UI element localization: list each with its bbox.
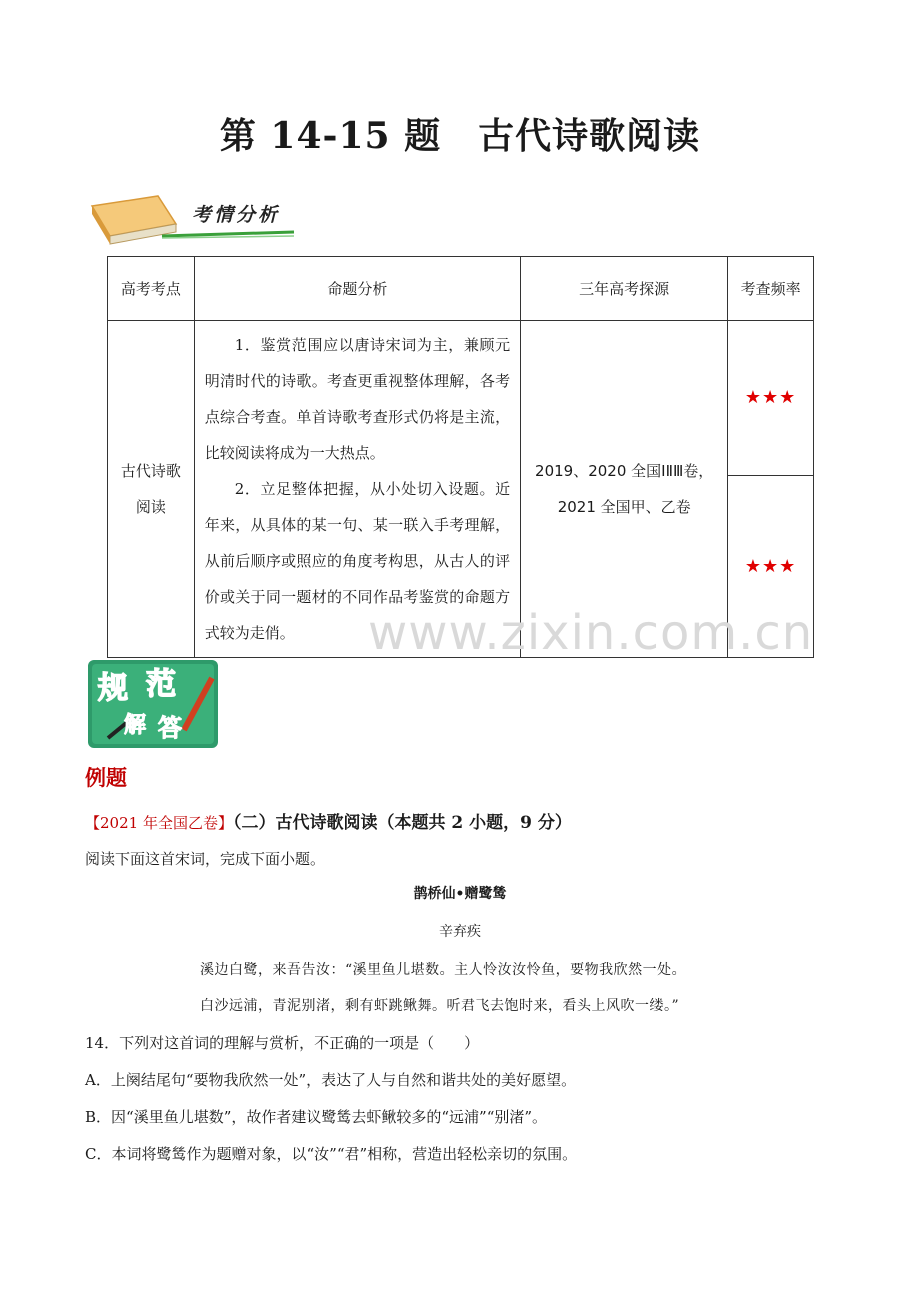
- logo-char: 规: [98, 671, 128, 706]
- topic-cell: 古代诗歌阅读: [108, 321, 195, 658]
- source-line: 2019、2020 全国ⅠⅡⅢ卷，: [535, 462, 714, 480]
- example-heading: 例题: [85, 766, 127, 790]
- poem-line: 溪边白鹭，来吾告汝：“溪里鱼儿堪数。主人怜汝汝怜鱼，要物我欣然一处。: [200, 962, 687, 978]
- poem-author: 辛弃疾: [439, 924, 481, 940]
- poem-line: 白沙远浦，青泥别渚，剩有虾跳鳅舞。听君飞去饱时来，看头上风吹一缕。”: [200, 998, 680, 1014]
- source-tag: 【2021 年全国乙卷】: [85, 814, 233, 832]
- question-header: [85, 808, 572, 833]
- poem-title: 鹊桥仙•赠鹭鸶: [413, 886, 507, 902]
- section-title: （二）古代诗歌阅读（本题共 2 小题，9 分）: [232, 813, 572, 833]
- option-a: A．上阕结尾句“要物我欣然一处”，表达了人与自然和谐共处的美好愿望。: [85, 1071, 577, 1089]
- source-line: 2021 全国甲、乙卷: [557, 498, 691, 516]
- header-cell: 命题分析: [194, 257, 520, 321]
- banner-label: 考情分析: [192, 204, 281, 226]
- exam-analysis-table: [107, 256, 814, 658]
- option-c: C．本词将鹭鸶作为题赠对象，以“汝”“君”相称，营造出轻松亲切的氛围。: [85, 1145, 578, 1163]
- table-header-row: [108, 257, 814, 321]
- question-14: 14．下列对这首词的理解与赏析，不正确的一项是（ ）: [85, 1034, 480, 1052]
- logo-char: 答: [158, 714, 182, 742]
- analysis-paragraph-1: 1．鉴赏范围应以唐诗宋词为主，兼顾元明清时代的诗歌。考查更重视整体理解，各考点综合考查。单首诗歌考查形式仍将是主流，比较阅读将成为一大热点。: [204, 336, 511, 462]
- header-cell: 考查频率: [728, 257, 814, 321]
- header-cell: 三年高考探源: [521, 257, 728, 321]
- page-title: 第 14-15 题 古代诗歌阅读: [219, 115, 701, 157]
- header-cell: 高考考点: [108, 257, 195, 321]
- logo-char: 范: [146, 667, 176, 702]
- analysis-paragraph-2: 2．立足整体把握，从小处切入设题。近年来，从具体的某一句、某一联入手考理解，从前后顺序或照应的角度考构思，从古人的评价或关于同一题材的不同作品考鉴赏的命题方式较为走俏。: [204, 480, 511, 642]
- guifan-jieda-logo: [88, 660, 218, 748]
- table-row: [108, 321, 814, 476]
- instruction-text: 阅读下面这首宋词，完成下面小题。: [85, 850, 326, 868]
- frequency-stars: ★★★: [728, 321, 814, 476]
- watermark: www.zixin.com.cn: [368, 605, 814, 661]
- option-b: B．因“溪里鱼儿堪数”，故作者建议鹭鸶去虾鳅较多的“远浦”“别渚”。: [85, 1108, 548, 1126]
- frequency-stars: ★★★: [728, 475, 814, 657]
- logo-char: 解: [124, 713, 147, 738]
